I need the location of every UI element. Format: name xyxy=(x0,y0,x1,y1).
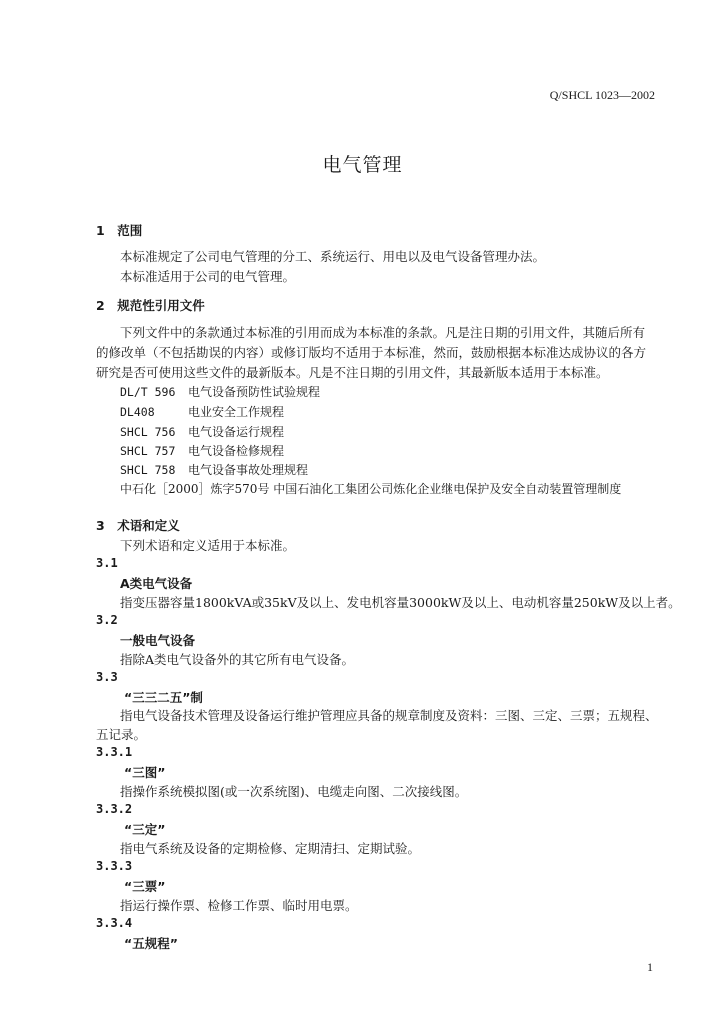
term-number: 3.3.4 xyxy=(96,916,133,930)
term-title: A类电气设备 xyxy=(120,576,193,591)
term-number: 3.1 xyxy=(96,556,118,570)
term-definition: 指电气系统及设备的定期检修、定期清扫、定期试验。 xyxy=(120,841,421,856)
reference-item xyxy=(120,442,284,459)
term-title: “三图” xyxy=(124,765,166,780)
reference-item xyxy=(120,403,284,420)
reference-code: SHCL 757 xyxy=(120,444,176,458)
section-2-heading: 2 规范性引用文件 xyxy=(96,298,205,313)
term-title: “三定” xyxy=(124,822,166,837)
section-1-paragraph-2: 本标准适用于公司的电气管理。 xyxy=(120,269,296,284)
reference-name: 电业安全工作规程 xyxy=(188,405,285,419)
reference-item xyxy=(120,383,320,400)
reference-name: 电气设备检修规程 xyxy=(188,444,285,458)
term-number: 3.3.1 xyxy=(96,745,133,759)
section-3-intro: 下列术语和定义适用于本标准。 xyxy=(120,538,296,553)
standard-number: Q/SHCL 1023—2002 xyxy=(549,88,655,102)
reference-name: 电气设备运行规程 xyxy=(188,425,285,439)
reference-code: DL408 xyxy=(120,405,155,419)
term-definition: 指变压器容量1800kVA或35kV及以上、发电机容量3000kW及以上、电动机容量250kW及以上者。 xyxy=(120,595,681,610)
reference-name: 电气设备预防性试验规程 xyxy=(188,385,321,399)
term-title: “三票” xyxy=(124,879,166,894)
section-3-heading: 3 术语和定义 xyxy=(96,518,180,533)
page-number: 1 xyxy=(647,960,653,974)
term-title: “五规程” xyxy=(124,936,178,951)
term-number: 3.3.3 xyxy=(96,859,133,873)
section-2-line-3: 研究是否可使用这些文件的最新版本。凡是不注日期的引用文件，其最新版本适用于本标准。 xyxy=(96,365,609,380)
section-1-paragraph-1: 本标准规定了公司电气管理的分工、系统运行、用电以及电气设备管理办法。 xyxy=(120,249,546,264)
term-definition-cont: 五记录。 xyxy=(96,727,147,742)
reference-code: SHCL 758 xyxy=(120,463,176,477)
reference-code: DL/T 596 xyxy=(120,385,176,399)
term-definition: 指运行操作票、检修工作票、临时用电票。 xyxy=(120,898,358,913)
reference-code: SHCL 756 xyxy=(120,425,176,439)
reference-item-last: 中石化［2000］炼字570号 中国石油化工集团公司炼化企业继电保护及安全自动装置管理制度 xyxy=(120,482,622,496)
term-title: 一般电气设备 xyxy=(120,633,196,648)
term-number: 3.3.2 xyxy=(96,802,133,816)
term-definition: 指操作系统模拟图(或一次系统图)、电缆走向图、二次接线图。 xyxy=(120,784,468,799)
page-title: 电气管理 xyxy=(322,154,403,176)
reference-item xyxy=(120,461,308,478)
section-2-line-1: 下列文件中的条款通过本标准的引用而成为本标准的条款。凡是注日期的引用文件，其随后所有 xyxy=(120,325,646,340)
reference-name: 电气设备事故处理规程 xyxy=(188,463,309,477)
section-2-line-2: 的修改单（不包括勘误的内容）或修订版均不适用于本标准，然而，鼓励根据本标准达成协议的各方 xyxy=(96,345,647,360)
term-number: 3.3 xyxy=(96,670,118,684)
reference-item xyxy=(120,423,284,440)
term-number: 3.2 xyxy=(96,613,118,627)
term-title: “三三二五”制 xyxy=(124,690,203,705)
section-1-heading: 1 范围 xyxy=(96,223,143,238)
term-definition: 指电气设备技术管理及设备运行维护管理应具备的规章制度及资料：三图、三定、三票；五规程、 xyxy=(120,708,658,723)
term-definition: 指除A类电气设备外的其它所有电气设备。 xyxy=(120,652,355,667)
